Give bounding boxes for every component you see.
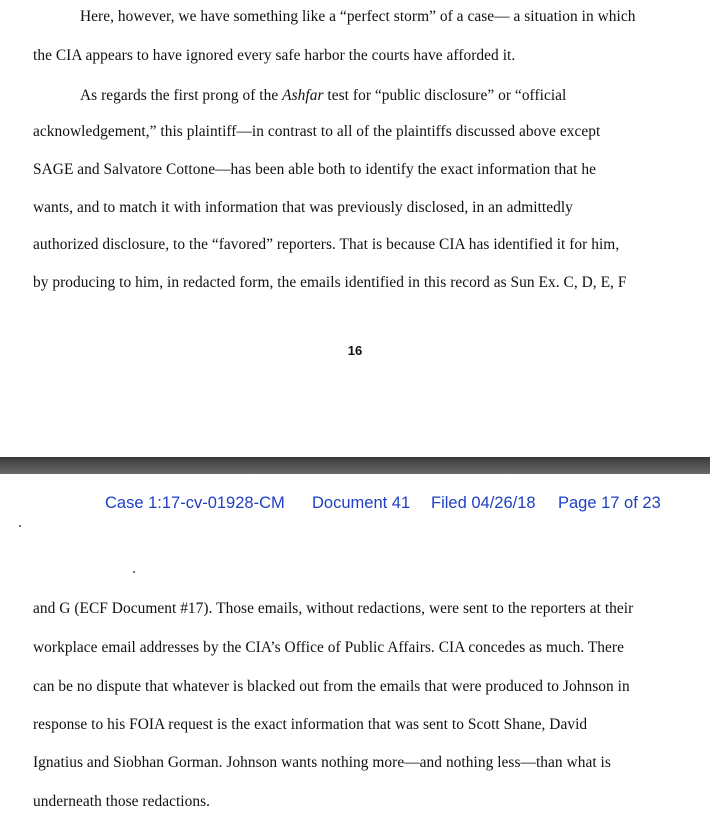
- text-fragment: test for “public disclosure” or “official: [327, 87, 567, 104]
- scan-speck: [19, 525, 21, 527]
- case-number: Case 1:17-cv-01928-CM: [105, 494, 285, 512]
- text-line: Ignatius and Siobhan Gorman. Johnson wants nothing more—and nothing less—than what is: [33, 754, 611, 771]
- page-number: 16: [347, 343, 363, 358]
- text-line: authorized disclosure, to the “favored” reporters. That is because CIA has identified it for him,: [33, 236, 620, 253]
- page-break-divider: [0, 457, 710, 474]
- text-line: can be no dispute that whatever is blacked out from the emails that were produced to Johnson in: [33, 678, 630, 695]
- case-name: Ashfar: [282, 87, 324, 104]
- filed-date: Filed 04/26/18: [431, 494, 536, 512]
- text-line: and G (ECF Document #17). Those emails, without redactions, were sent to the reporters at their: [33, 600, 634, 617]
- text-line: response to his FOIA request is the exact information that was sent to Scott Shane, David: [33, 716, 588, 733]
- scan-speck: [133, 571, 135, 573]
- text-line: underneath those redactions.: [33, 793, 211, 810]
- document-number: Document 41: [312, 494, 411, 512]
- text-line: wants, and to match it with information that was previously disclosed, in an admittedly: [33, 199, 573, 216]
- text-line: workplace email addresses by the CIA’s Office of Public Affairs. CIA concedes as much. There: [33, 639, 624, 656]
- text-line: the CIA appears to have ignored every safe harbor the courts have afforded it.: [33, 47, 516, 64]
- text-line: SAGE and Salvatore Cottone—has been able both to identify the exact information that he: [33, 161, 596, 178]
- text-fragment: As regards the first prong of the: [80, 87, 283, 104]
- page-indicator: Page 17 of 23: [558, 494, 661, 512]
- text-line: by producing to him, in redacted form, the emails identified in this record as Sun Ex. C, D, E, F: [33, 274, 627, 291]
- text-line: [80, 86, 566, 106]
- text-line: Here, however, we have something like a “perfect storm” of a case— a situation in which: [80, 8, 636, 25]
- text-line: acknowledgement,” this plaintiff—in contrast to all of the plaintiffs discussed above except: [33, 123, 601, 140]
